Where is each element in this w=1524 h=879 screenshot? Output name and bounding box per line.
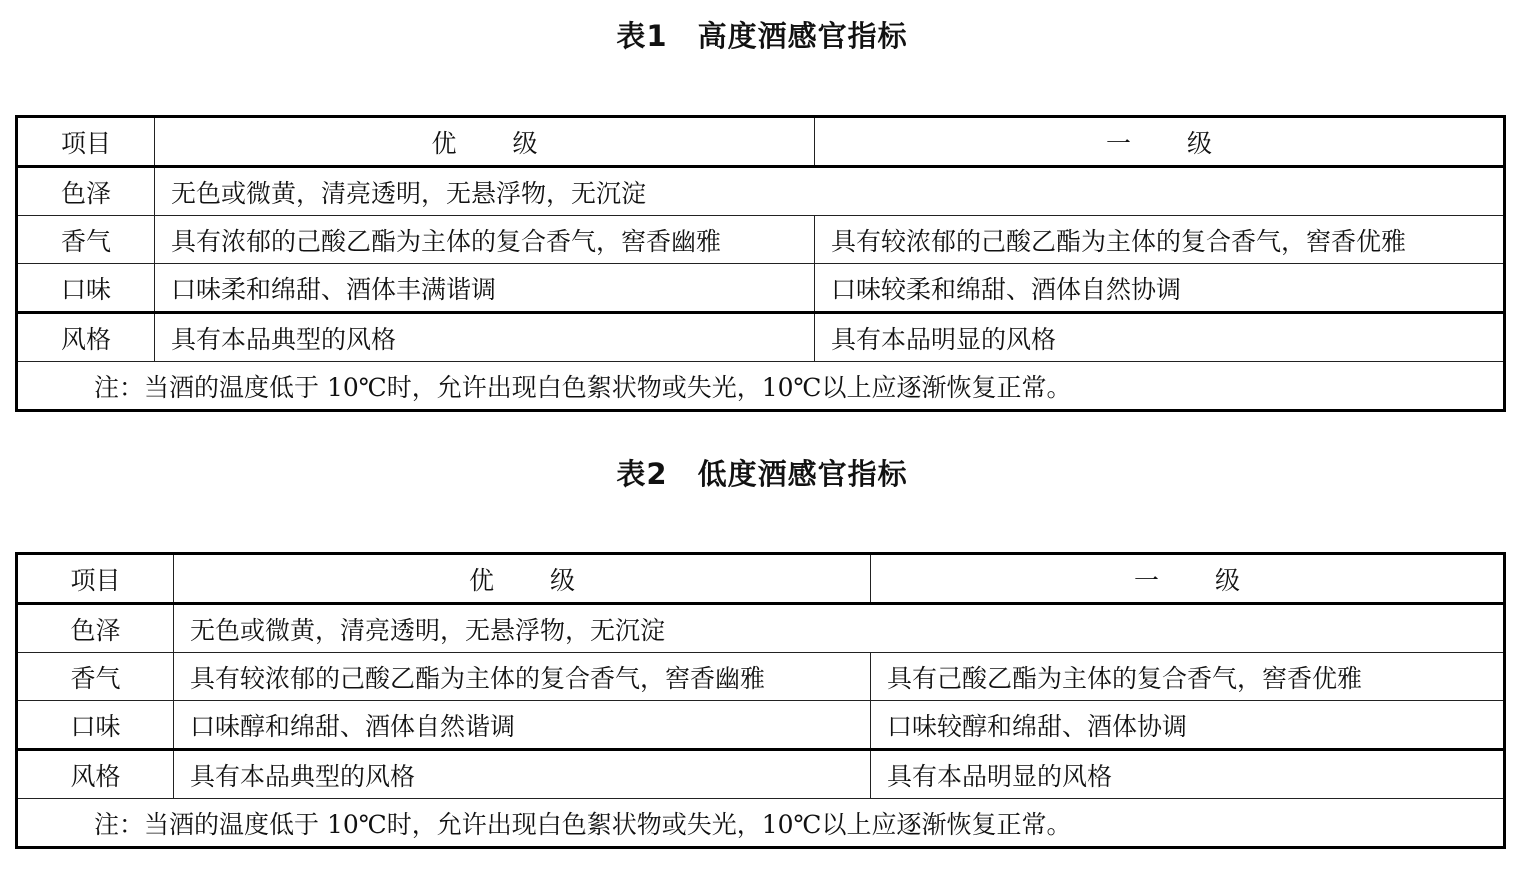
table-row <box>17 653 1505 701</box>
table-row <box>17 750 1505 799</box>
row-item: 口味 <box>17 264 155 313</box>
note-row <box>17 362 1505 411</box>
header-grade-a: 优 级 <box>155 117 815 167</box>
table2-header-row <box>17 554 1505 604</box>
header-grade-a: 优 级 <box>174 554 871 604</box>
row-merged-value: 无色或微黄，清亮透明，无悬浮物，无沉淀 <box>155 167 1505 216</box>
row-grade-a: 口味柔和绵甜、酒体丰满谐调 <box>155 264 815 313</box>
table1-title: 表1 高度酒感官指标 <box>616 19 908 53</box>
row-item: 口味 <box>17 701 174 750</box>
row-item: 香气 <box>17 653 174 701</box>
row-merged-value: 无色或微黄，清亮透明，无悬浮物，无沉淀 <box>174 604 1505 653</box>
row-grade-b: 具有己酸乙酯为主体的复合香气，窖香优雅 <box>871 653 1505 701</box>
header-grade-b: 一 级 <box>815 117 1505 167</box>
table-row <box>17 313 1505 362</box>
row-grade-a: 具有较浓郁的己酸乙酯为主体的复合香气，窖香幽雅 <box>174 653 871 701</box>
table1-header-row <box>17 117 1505 167</box>
table2-title: 表2 低度酒感官指标 <box>616 457 908 491</box>
table-row <box>17 701 1505 750</box>
table-note: 注：当酒的温度低于 10℃时，允许出现白色絮状物或失光，10℃以上应逐渐恢复正常。 <box>17 799 1505 848</box>
row-grade-b: 口味较醇和绵甜、酒体协调 <box>871 701 1505 750</box>
row-grade-a: 具有浓郁的己酸乙酯为主体的复合香气，窖香幽雅 <box>155 216 815 264</box>
row-item: 风格 <box>17 750 174 799</box>
row-grade-a: 口味醇和绵甜、酒体自然谐调 <box>174 701 871 750</box>
table-note: 注：当酒的温度低于 10℃时，允许出现白色絮状物或失光，10℃以上应逐渐恢复正常。 <box>17 362 1505 411</box>
header-grade-b: 一 级 <box>871 554 1505 604</box>
row-grade-b: 具有本品明显的风格 <box>871 750 1505 799</box>
table1 <box>15 115 1506 412</box>
header-item: 项目 <box>17 554 174 604</box>
row-item: 香气 <box>17 216 155 264</box>
row-grade-b: 具有本品明显的风格 <box>815 313 1505 362</box>
row-item: 色泽 <box>17 167 155 216</box>
row-grade-a: 具有本品典型的风格 <box>174 750 871 799</box>
row-item: 色泽 <box>17 604 174 653</box>
header-item: 项目 <box>17 117 155 167</box>
table-row <box>17 216 1505 264</box>
row-grade-a: 具有本品典型的风格 <box>155 313 815 362</box>
table-row <box>17 167 1505 216</box>
row-grade-b: 具有较浓郁的己酸乙酯为主体的复合香气，窖香优雅 <box>815 216 1505 264</box>
row-item: 风格 <box>17 313 155 362</box>
row-grade-b: 口味较柔和绵甜、酒体自然协调 <box>815 264 1505 313</box>
table-row <box>17 604 1505 653</box>
table-row <box>17 264 1505 313</box>
note-row <box>17 799 1505 848</box>
table2 <box>15 552 1506 849</box>
